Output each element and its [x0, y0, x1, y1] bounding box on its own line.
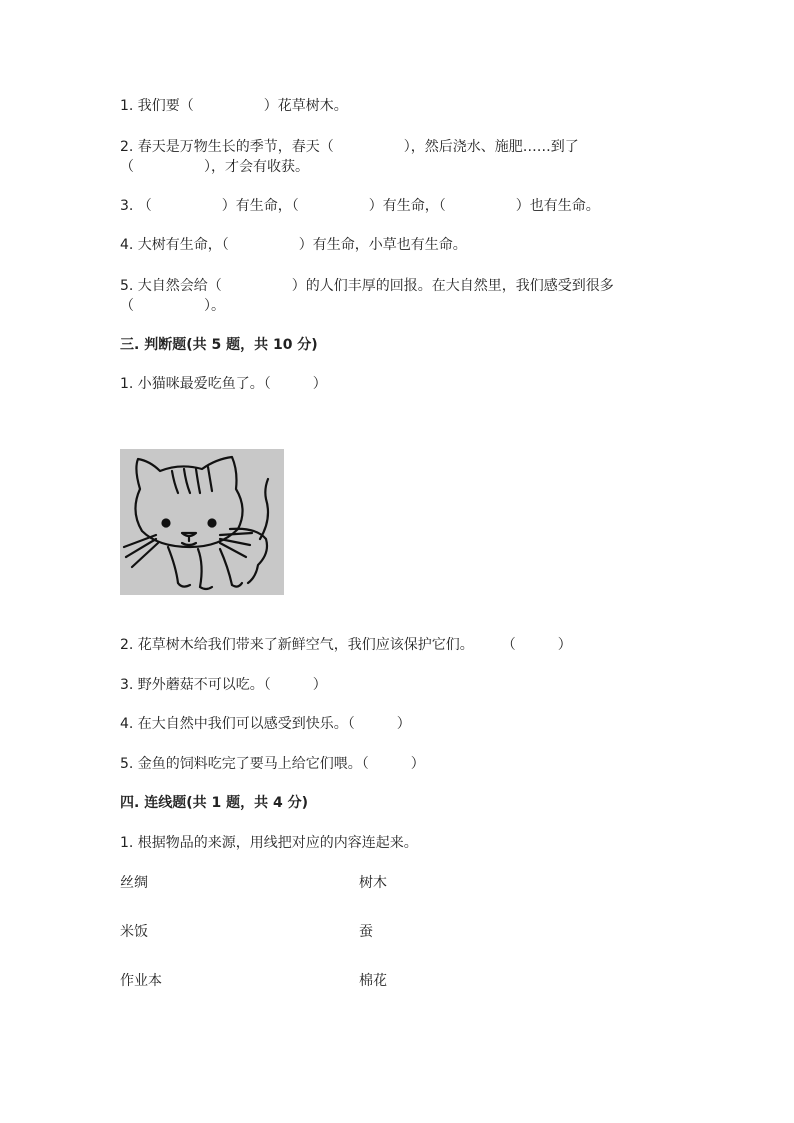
match-left-item: 作业本	[120, 973, 162, 989]
match-left-item: 丝绸	[120, 875, 148, 891]
q-judge-4: 4. 在大自然中我们可以感受到快乐。（ ）	[120, 716, 411, 732]
q-fill-4: 4. 大树有生命，（ ）有生命，小草也有生命。	[120, 237, 467, 253]
cat-drawing	[120, 449, 284, 595]
q-judge-2: 2. 花草树木给我们带来了新鲜空气，我们应该保护它们。 （ ）	[120, 637, 572, 653]
match-right-item: 棉花	[359, 973, 387, 989]
q-judge-1: 1. 小猫咪最爱吃鱼了。（ ）	[120, 376, 327, 392]
match-left-item: 米饭	[120, 924, 148, 940]
q-fill-3: 3. （ ）有生命，（ ）有生命，（ ）也有生命。	[120, 198, 600, 214]
q-fill-5-line2: （ ）。	[120, 298, 225, 314]
q-fill-2-line1: 2. 春天是万物生长的季节，春天（ ），然后浇水、施肥……到了	[120, 139, 579, 155]
section4-heading: 四. 连线题(共 1 题，共 4 分)	[120, 795, 308, 811]
q-fill-1: 1. 我们要（ ）花草树木。	[120, 98, 348, 114]
match-right-item: 树木	[359, 875, 387, 891]
q-match-1: 1. 根据物品的来源，用线把对应的内容连起来。	[120, 835, 418, 851]
q-fill-5-line1: 5. 大自然会给（ ）的人们丰厚的回报。在大自然里，我们感受到很多	[120, 278, 614, 294]
q-fill-2-line2: （ ），才会有收获。	[120, 159, 309, 175]
q-judge-5: 5. 金鱼的饲料吃完了要马上给它们喂。（ ）	[120, 756, 425, 772]
section3-heading: 三. 判断题(共 5 题，共 10 分)	[120, 337, 318, 353]
q-judge-3: 3. 野外蘑菇不可以吃。（ ）	[120, 677, 327, 693]
cat-image	[120, 449, 284, 595]
match-right-item: 蚕	[359, 924, 373, 940]
